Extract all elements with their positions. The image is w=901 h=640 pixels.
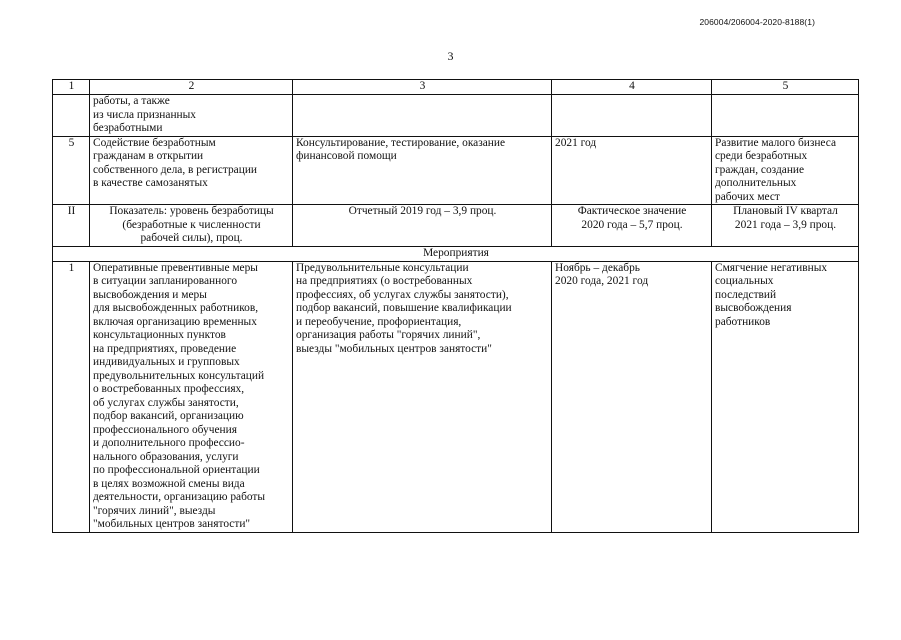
table-row-5 xyxy=(53,136,859,205)
column-header-5: 5 xyxy=(712,80,859,95)
table-row-indicator xyxy=(53,205,859,247)
action-cell: Консультирование, тестирование, оказание финансовой помощи xyxy=(293,136,552,205)
period-cell xyxy=(552,95,712,137)
column-header-3: 3 xyxy=(293,80,552,95)
section-title: Мероприятия xyxy=(53,246,859,261)
column-header-4: 4 xyxy=(552,80,712,95)
section-row xyxy=(53,246,859,261)
planned-value-cell: Плановый IV квартал 2021 года – 3,9 проц. xyxy=(712,205,859,247)
column-header-2: 2 xyxy=(90,80,293,95)
task-cell: Оперативные превентивные меры в ситуации запланированного высвобождения и меры для высвобожденных работников, включая организацию временных консультационных пунктов на предприятиях, проведение индивидуальных и групповых предувольнительных консультаций о востребованных профессиях, об услугах службы занятости, подбор вакансий, организацию профессионального обучения и дополнительного профессио- нального образования, услуги по профессиональной ориентации в целях возможной смены вида деятельности, организацию работы "горячих линий", выезды "мобильных центров занятости" xyxy=(90,261,293,532)
row-number-cell: 1 xyxy=(53,261,90,532)
document-id: 206004/206004-2020-8188(1) xyxy=(699,17,815,27)
period-cell: 2021 год xyxy=(552,136,712,205)
action-cell: Предувольнительные консультации на предприятиях (о востребованных профессиях, об услугах службы занятости), подбор вакансий, повышение квалификации и переобучение, профориентация, организация работы "горячих линий", выезды "мобильных центров занятости" xyxy=(293,261,552,532)
row-number-cell: II xyxy=(53,205,90,247)
column-header-row xyxy=(53,80,859,95)
reported-value-cell: Отчетный 2019 год – 3,9 проц. xyxy=(293,205,552,247)
actual-value-cell: Фактическое значение 2020 года – 5,7 проц. xyxy=(552,205,712,247)
action-cell xyxy=(293,95,552,137)
row-number-cell: 5 xyxy=(53,136,90,205)
table-row-1 xyxy=(53,261,859,532)
result-cell xyxy=(712,95,859,137)
column-header-1: 1 xyxy=(53,80,90,95)
task-cell: Содействие безработным гражданам в открытии собственного дела, в регистрации в качестве самозанятых xyxy=(90,136,293,205)
row-number-cell xyxy=(53,95,90,137)
indicator-cell: Показатель: уровень безработицы (безработные к численности рабочей силы), проц. xyxy=(90,205,293,247)
task-cell: работы, а также из числа признанных безработными xyxy=(90,95,293,137)
page-number: 3 xyxy=(447,49,454,63)
period-cell: Ноябрь – декабрь 2020 года, 2021 год xyxy=(552,261,712,532)
result-cell: Развитие малого бизнеса среди безработных граждан, создание дополнительных рабочих мест xyxy=(712,136,859,205)
measures-table xyxy=(52,79,859,533)
table-row-continuation xyxy=(53,95,859,137)
result-cell: Смягчение негативных социальных последствий высвобождения работников xyxy=(712,261,859,532)
